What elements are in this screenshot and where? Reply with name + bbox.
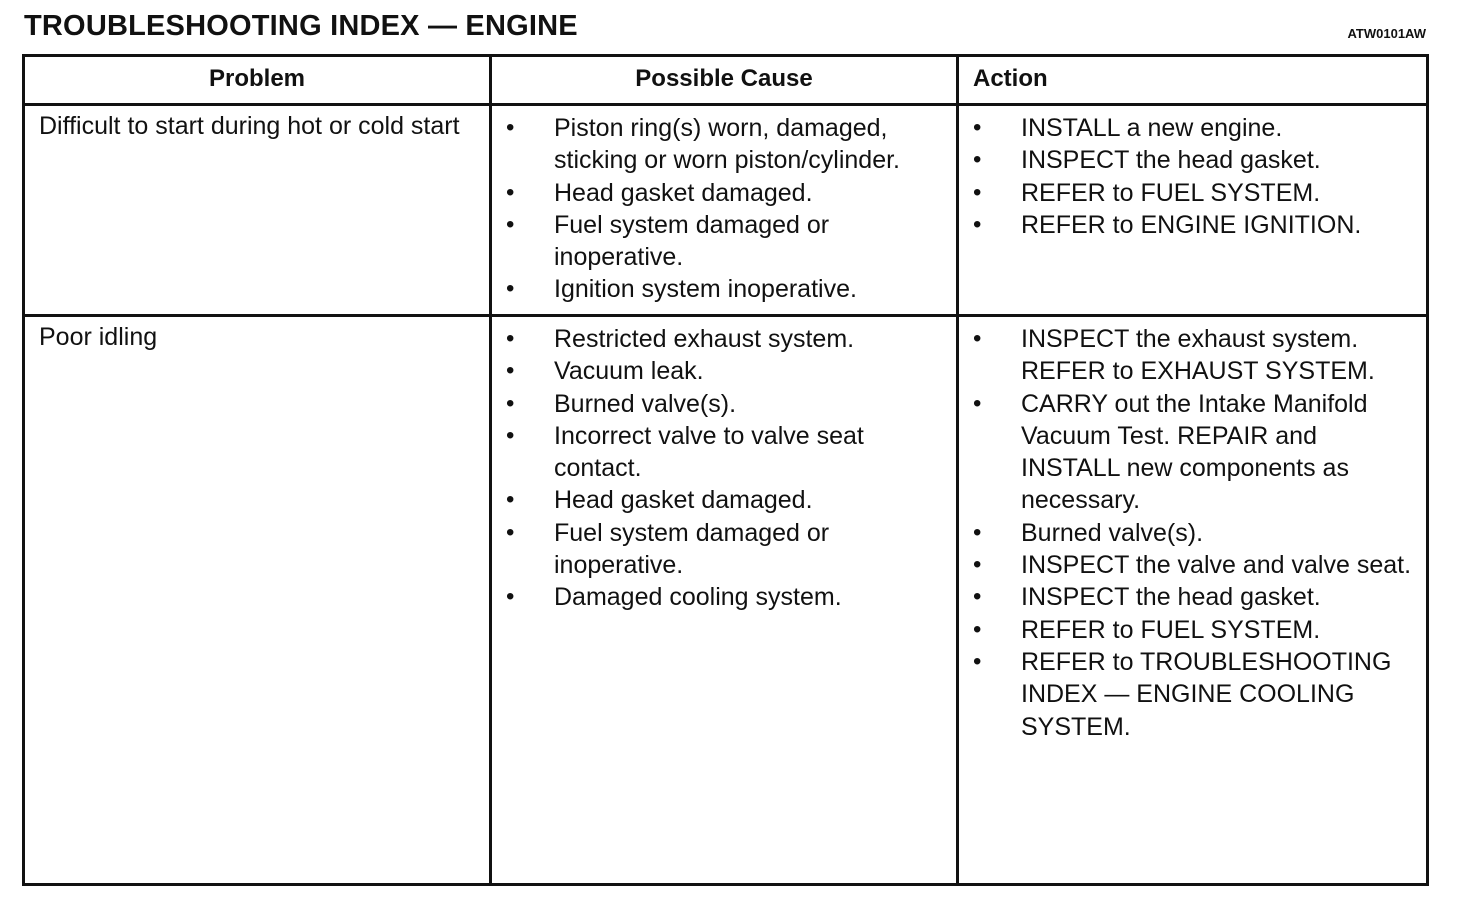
cause-item: • Head gasket damaged. — [506, 484, 942, 516]
action-item: • INSPECT the head gasket. — [973, 144, 1412, 176]
column-header-action: Action — [958, 56, 1428, 105]
action-item: • REFER to FUEL SYSTEM. — [973, 614, 1412, 646]
cause-item: • Head gasket damaged. — [506, 177, 942, 209]
table-row — [24, 105, 1428, 316]
cause-item: • Fuel system damaged or inoperative. — [506, 209, 942, 274]
possible-cause-cell — [491, 105, 958, 316]
cause-list — [506, 112, 942, 306]
action-item: • INSPECT the valve and valve seat. — [973, 549, 1412, 581]
cause-item: • Restricted exhaust system. — [506, 323, 942, 355]
action-item: • INSTALL a new engine. — [973, 112, 1412, 144]
table-row — [24, 316, 1428, 885]
cause-list — [506, 323, 942, 614]
action-cell — [958, 105, 1428, 316]
problem-cell: Poor idling — [24, 316, 491, 885]
cause-item: • Vacuum leak. — [506, 355, 942, 387]
column-header-problem: Problem — [24, 56, 491, 105]
cause-item: • Incorrect valve to valve seat contact. — [506, 420, 942, 485]
cause-item: • Fuel system damaged or inoperative. — [506, 517, 942, 582]
action-item: • CARRY out the Intake Manifold Vacuum Test. REPAIR and INSTALL new components as necessary. — [973, 388, 1412, 517]
problem-cell: Difficult to start during hot or cold start — [24, 105, 491, 316]
table-header-row — [24, 56, 1428, 105]
page-title: TROUBLESHOOTING INDEX — ENGINE — [24, 10, 578, 42]
document-code: ATW0101AW — [1347, 26, 1426, 41]
cause-item: • Piston ring(s) worn, damaged, sticking or worn piston/cylinder. — [506, 112, 942, 177]
cause-item: • Ignition system inoperative. — [506, 273, 942, 305]
action-item: • Burned valve(s). — [973, 517, 1412, 549]
action-item: • REFER to FUEL SYSTEM. — [973, 177, 1412, 209]
action-list — [973, 323, 1412, 743]
action-list — [973, 112, 1412, 241]
column-header-possible-cause: Possible Cause — [491, 56, 958, 105]
possible-cause-cell — [491, 316, 958, 885]
action-item: • REFER to ENGINE IGNITION. — [973, 209, 1412, 241]
action-item: • REFER to TROUBLESHOOTING INDEX — ENGINE COOLING SYSTEM. — [973, 646, 1412, 743]
action-item: • INSPECT the exhaust system. REFER to EXHAUST SYSTEM. — [973, 323, 1412, 388]
cause-item: • Burned valve(s). — [506, 388, 942, 420]
action-item: • INSPECT the head gasket. — [973, 581, 1412, 613]
cause-item: • Damaged cooling system. — [506, 581, 942, 613]
action-cell — [958, 316, 1428, 885]
troubleshooting-table — [22, 54, 1429, 886]
